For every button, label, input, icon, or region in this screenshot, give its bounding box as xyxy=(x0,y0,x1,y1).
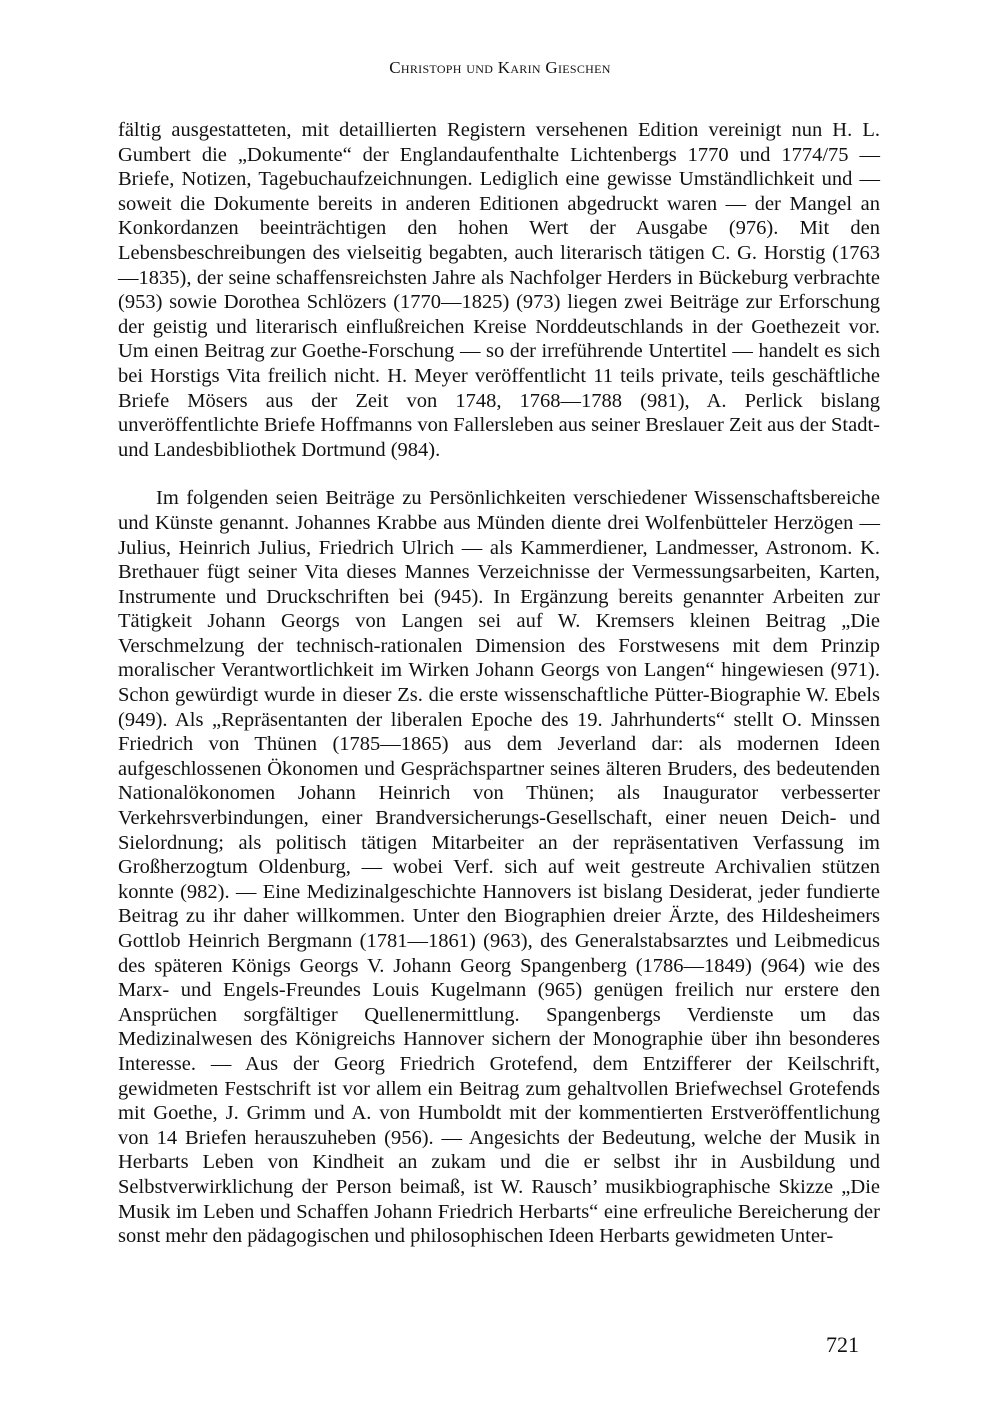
body-text xyxy=(118,118,880,1249)
running-head: Christoph und Karin Gieschen xyxy=(389,58,611,77)
paragraph-2: Im folgenden seien Beiträge zu Persönlichkeiten verschiedener Wissenschaftsbereiche und Künste genannt. Johannes Krabbe aus Münden diente drei Wolfenbütteler Herzögen — Julius, Heinrich Julius, Friedrich Ulrich — als Kammerdiener, Landmesser, Astronom. K. Brethauer fügt seiner Vita dieses Mannes Verzeichnisse der Vermessungsarbeiten, Karten, Instrumente und Druckschriften bei (945). In Ergänzung bereits genannter Arbeiten zur Tätigkeit Johann Georgs von Langen sei auf W. Kremsers kleinen Beitrag „Die Verschmelzung der technisch-rationalen Dimension des Forstwesens mit dem Prinzip moralischer Verantwortlichkeit im Wirken Johann Georgs von Langen“ hingewiesen (971). Schon gewürdigt wurde in dieser Zs. die erste wissenschaftliche Pütter-Biographie W. Ebels (949). Als „Repräsentanten der liberalen Epoche des 19. Jahrhunderts“ stellt O. Minssen Friedrich von Thünen (1785—1865) aus dem Jeverland dar: als modernen Ideen aufgeschlossenen Ökonomen und Gesprächspartner seines älteren Bruders, des bedeutenden Nationalökonomen Johann Heinrich von Thünen; als Inaugurator verbesserter Verkehrsverbindungen, einer Brandversicherungs-Gesellschaft, einer neuen Deich- und Sielordnung; als politisch tätigen Mitarbeiter an der repräsentativen Verfassung im Großherzogtum Oldenburg, — wobei Verf. sich auf weit gestreute Archivalien stützen konnte (982). — Eine Medizinalgeschichte Hannovers ist bislang Desiderat, jeder fundierte Beitrag zu ihr daher willkommen. Unter den Biographien dreier Ärzte, des Hildesheimers Gottlob Heinrich Bergmann (1781—1861) (963), des Generalstabsarztes und Leibmedicus des späteren Königs Georgs V. Johann Georg Spangenberg (1786—1849) (964) wie des Marx- und Engels-Freundes Louis Kugelmann (965) genügen freilich nur erstere den Ansprüchen sorgfältiger Quellenermittlung. Spangenbergs Verdienste um das Medizinalwesen des Königreichs Hannover sichern der Monographie über ihn besonderes Interesse. — Aus der Georg Friedrich Grotefend, dem Entzifferer der Keilschrift, gewidmeten Festschrift ist vor allem ein Beitrag zum gehaltvollen Briefwechsel Grotefends mit Goethe, J. Grimm und A. von Humboldt mit der kommentierten Erstveröffentlichung von 14 Briefen herauszuheben (956). — Angesichts der Bedeutung, welche der Musik in Herbarts Leben von Kindheit an zukam und die er selbst ihr in Ausbildung und Selbstverwirklichung der Person beimaß, ist W. Rausch’ musikbiographische Skizze „Die Musik im Leben und Schaffen Johann Friedrich Herbarts“ eine erfreuliche Bereicherung der sonst mehr den pädagogischen und philosophischen Ideen Herbarts gewidmeten Unter- xyxy=(118,487,880,1248)
paragraph-1: fältig ausgestatteten, mit detaillierten Registern versehenen Edition vereinigt nun H. L. Gumbert die „Dokumente“ der Englandaufenthalte Lichtenbergs 1770 und 1774/75 — Briefe, Notizen, Tagebuchaufzeichnungen. Lediglich eine gewisse Umständlichkeit und — soweit die Dokumente bereits in anderen Editionen abgedruckt waren — der Mangel an Konkordanzen beeinträchtigen den hohen Wert der Ausgabe (976). Mit den Lebensbeschreibungen des vielseitig begabten, auch literarisch tätigen C. G. Horstig (1763—1835), der seine schaffensreichsten Jahre als Nachfolger Herders in Bückeburg verbrachte (953) sowie Dorothea Schlözers (1770—1825) (973) liegen zwei Beiträge zur Erforschung der geistig und literarisch einflußreichen Kreise Norddeutschlands in der Goethezeit vor. Um einen Beitrag zur Goethe-Forschung — so der irreführende Untertitel — handelt es sich bei Horstigs Vita freilich nicht. H. Meyer veröffentlicht 11 teils private, teils geschäftliche Briefe Mösers aus der Zeit von 1748, 1768—1788 (981), A. Perlick bislang unveröffentlichte Briefe Hoffmanns von Fallersleben aus seiner Breslauer Zeit aus der Stadt- und Landesbibliothek Dortmund (984). xyxy=(118,119,880,461)
page-number: 721 xyxy=(826,1332,859,1357)
